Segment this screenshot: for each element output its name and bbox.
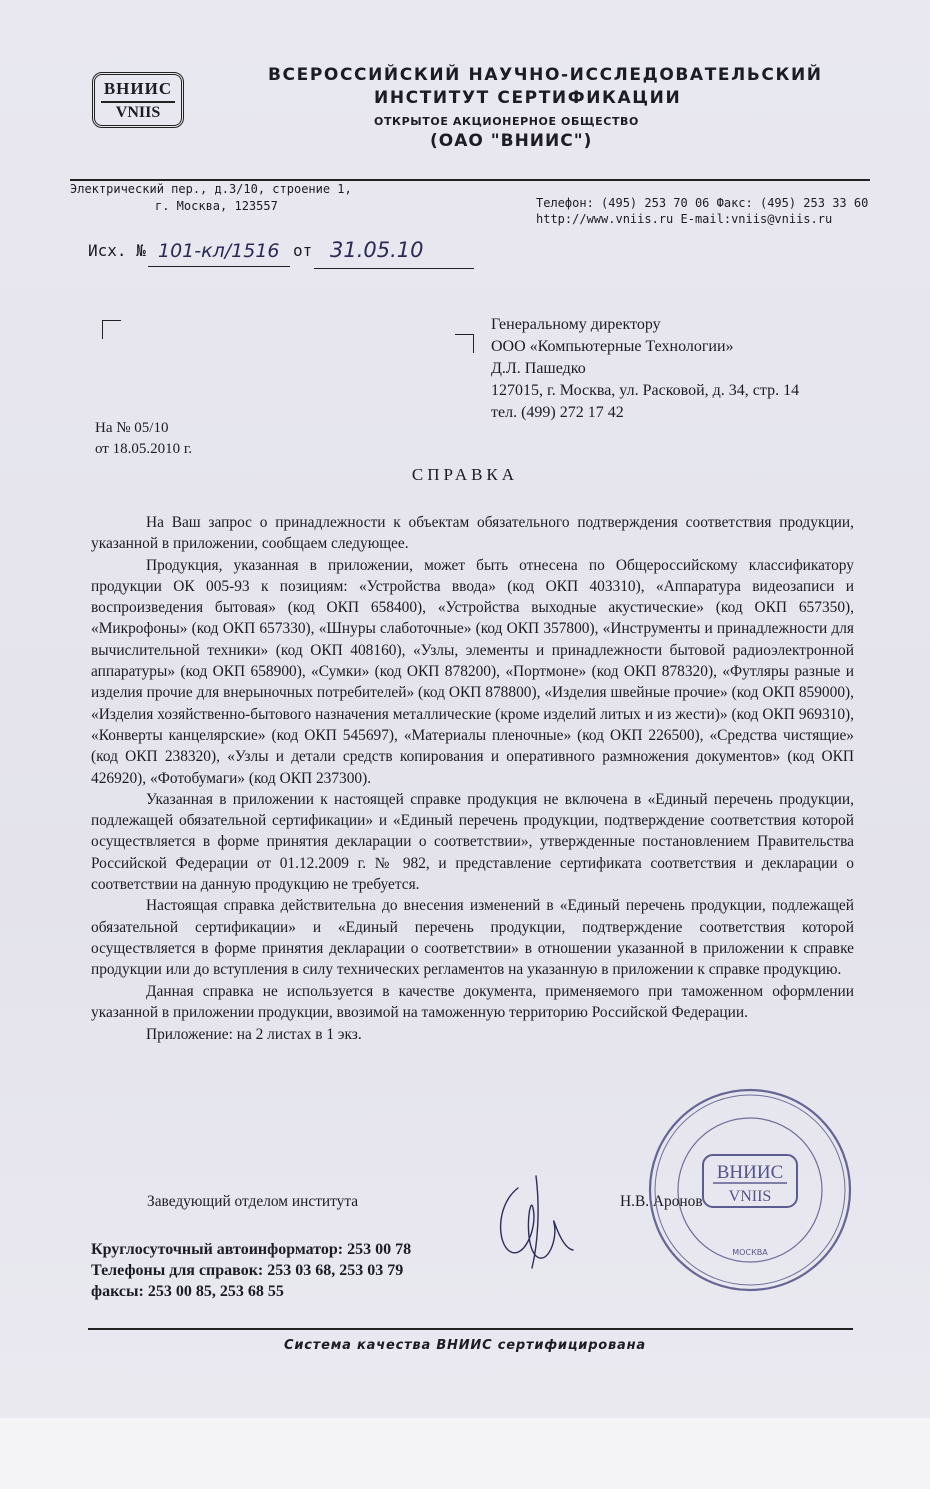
signatory-role: Заведующий отделом института	[147, 1193, 359, 1210]
recipient-phone: тел. (499) 272 17 42	[491, 404, 624, 421]
stamp-city: МОСКВА	[732, 1248, 768, 1257]
incoming-ref-date: от 18.05.2010 г.	[95, 441, 193, 457]
ref-number-underline	[148, 266, 290, 267]
footer-divider	[88, 1328, 853, 1330]
logo-line-ru: ВНИИС	[103, 79, 173, 98]
page-bottom-margin	[0, 1418, 930, 1489]
incoming-ref-number: На № 05/10	[95, 420, 169, 436]
stamp-center-en: VNIIS	[728, 1188, 772, 1205]
org-web-email: http://www.vniis.ru E-mail:vniis@vniis.ru	[536, 212, 833, 226]
outgoing-ref-date: 31.05.10	[330, 238, 424, 262]
attachment-note: Приложение: на 2 листах в 1 экз.	[146, 1026, 362, 1044]
body-paragraph-1: На Ваш запрос о принадлежности к объектам обязательного подтверждения соответствия продукции, указанной в приложении, сообщаем следующее.	[91, 514, 854, 553]
letter-body	[91, 512, 854, 1045]
org-name-line4: (ОАО "ВНИИС")	[430, 131, 593, 151]
handwritten-signature	[478, 1168, 603, 1273]
body-paragraph-4: Настоящая справка действительна до внесения изменений в «Единый перечень продукции, подлежащей обязательной сертификации» и «Единый перечень продукции, подтверждение соответствия которой осуществляется в форме принятия декларации о соответствии» в отношении указанной в приложении к справке продукции или до вступления в силу технических регламентов на указанную в приложении к справке продукцию.	[91, 897, 854, 979]
logo-line-en: VNIIS	[101, 101, 175, 123]
org-name-line1: ВСЕРОССИЙСКИЙ НАУЧНО-ИССЛЕДОВАТЕЛЬСКИЙ	[268, 65, 823, 85]
recipient-name: Д.Л. Пашедко	[491, 360, 586, 377]
contacts-block	[91, 1239, 411, 1302]
stamp-center-ru: ВНИИС	[716, 1162, 784, 1183]
org-phone-fax: Телефон: (495) 253 70 06 Факс: (495) 253 33 60	[536, 196, 869, 210]
contact-autoinformer: Круглосуточный автоинформатор: 253 00 78	[91, 1241, 412, 1258]
signatory-name: Н.В. Аронов	[620, 1193, 703, 1210]
org-name-line2: ИНСТИТУТ СЕРТИФИКАЦИИ	[374, 88, 682, 108]
outgoing-ref-label: Исх. №	[88, 241, 146, 260]
ref-date-underline	[314, 268, 474, 269]
org-address-line1: Электрический пер., д.3/10, строение 1,	[70, 182, 352, 196]
recipient-address: 127015, г. Москва, ул. Расковой, д. 34, стр. 14	[491, 382, 800, 399]
address-corner-right	[455, 334, 474, 353]
org-address-line2: г. Москва, 123557	[155, 199, 278, 213]
quality-statement: Система качества ВНИИС сертифицирована	[284, 1338, 646, 1353]
recipient-block	[491, 314, 799, 424]
official-stamp	[645, 1085, 855, 1295]
address-corner-left	[102, 320, 121, 339]
outgoing-ref-number: 101-кл/1516	[158, 240, 280, 262]
vniis-logo	[92, 72, 184, 128]
recipient-position: Генеральному директору	[491, 316, 661, 333]
header-divider	[70, 179, 870, 181]
body-paragraph-3: Указанная в приложении к настоящей справке продукция не включена в «Единый перечень продукции, подлежащей обязательной сертификации» и «Единый перечень продукции, подтверждение соответствия которой осуществляется в форме принятия декларации о соответствии», утвержденные постановлением Правительства Российской Федерации от 01.12.2009 г. № 982, и представление сертификата соответствия и декларации о соответствии на данную продукцию не требуется.	[91, 790, 854, 894]
contact-faxes: факсы: 253 00 85, 253 68 55	[91, 1283, 284, 1300]
outgoing-ref-of-label: от	[293, 241, 313, 260]
document-title: СПРАВКА	[411, 465, 519, 484]
body-paragraph-5: Данная справка не используется в качестве документа, применяемого при таможенном оформлении указанной в приложении продукции, ввозимой на таможенную территорию Российской Федерации.	[91, 982, 854, 1021]
org-name-line3: ОТКРЫТОЕ АКЦИОНЕРНОЕ ОБЩЕСТВО	[374, 115, 639, 128]
body-paragraph-2: Продукция, указанная в приложении, может быть отнесена по Общероссийскому классификатору продукции ОК 005-93 к позициям: «Устройства ввода» (код ОКП 403310), «Аппаратура видеозаписи и воспроизведения бытовая» (код ОКП 658400), «Устройства выходные акустические» (код ОКП 657350), «Микрофоны» (код ОКП 657330), «Шнуры слаботочные» (код ОКП 357800), «Инструменты и принадлежности для вычислительной техники» (код ОКП 408160), «Узлы, элементы и принадлежности бытовой радиоэлектронной аппаратуры» (код ОКП 658900), «Сумки» (код ОКП 878200), «Портмоне» (код ОКП 878320), «Футляры разные и изделия прочие для внерыночных потребителей» (код ОКП 878800), «Изделия швейные прочие» (код ОКП 859000), «Изделия хозяйственно-бытового назначения металлические (кроме изделий литых и из жести)» (код ОКП 969310), «Конверты канцелярские» (код ОКП 545697), «Материалы пленочные» (код ОКП 226500), «Средства чистящие» (код ОКП 238320), «Узлы и детали средств копирования и оперативного размножения документов» (код ОКП 426920), «Фотобумаги» (код ОКП 237300).	[91, 556, 854, 787]
recipient-company: ООО «Компьютерные Технологии»	[491, 338, 734, 355]
incoming-ref-block	[95, 418, 192, 460]
contact-phones: Телефоны для справок: 253 03 68, 253 03 79	[91, 1262, 404, 1279]
